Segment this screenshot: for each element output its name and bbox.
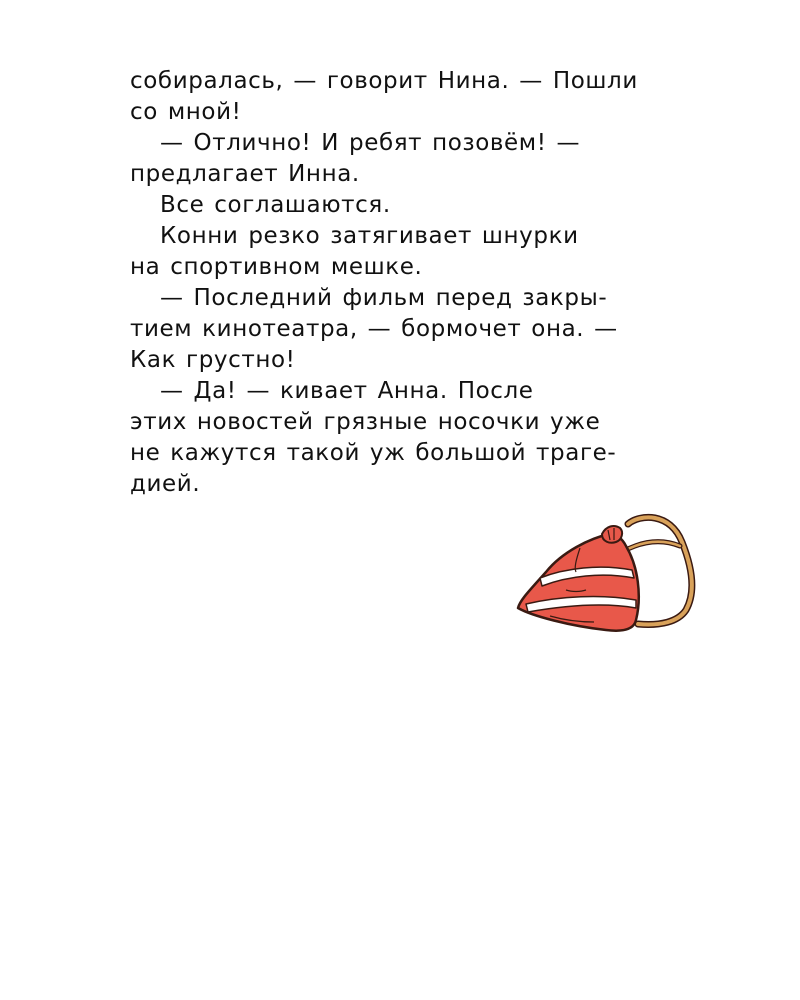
bag-body <box>518 534 639 631</box>
text-line: — Да! — кивает Анна. После <box>160 378 534 404</box>
story-text <box>130 66 710 500</box>
text-line: Все соглашаются. <box>160 192 391 218</box>
text-line: собиралась, — говорит Нина. — Пошли <box>130 68 638 94</box>
text-line: дией. <box>130 471 201 497</box>
text-line: тием кинотеатра, — бормочет она. — <box>130 316 618 342</box>
text-line: не кажутся такой уж большой траге- <box>130 440 617 466</box>
text-line: со мной! <box>130 99 242 125</box>
text-line: — Последний фильм перед закры- <box>160 285 608 311</box>
text-line: предлагает Инна. <box>130 161 360 187</box>
text-line: этих новостей грязные носочки уже <box>130 409 601 435</box>
text-line: Конни резко затягивает шнурки <box>160 223 579 249</box>
drawstring-bag-icon <box>510 512 700 642</box>
text-line: Как грустно! <box>130 347 296 373</box>
bag-cord-tail-fill <box>622 542 680 552</box>
text-line: на спортивном мешке. <box>130 254 423 280</box>
bag-gathered-top <box>602 526 622 543</box>
text-line: — Отлично! И ребят позовём! — <box>160 130 581 156</box>
